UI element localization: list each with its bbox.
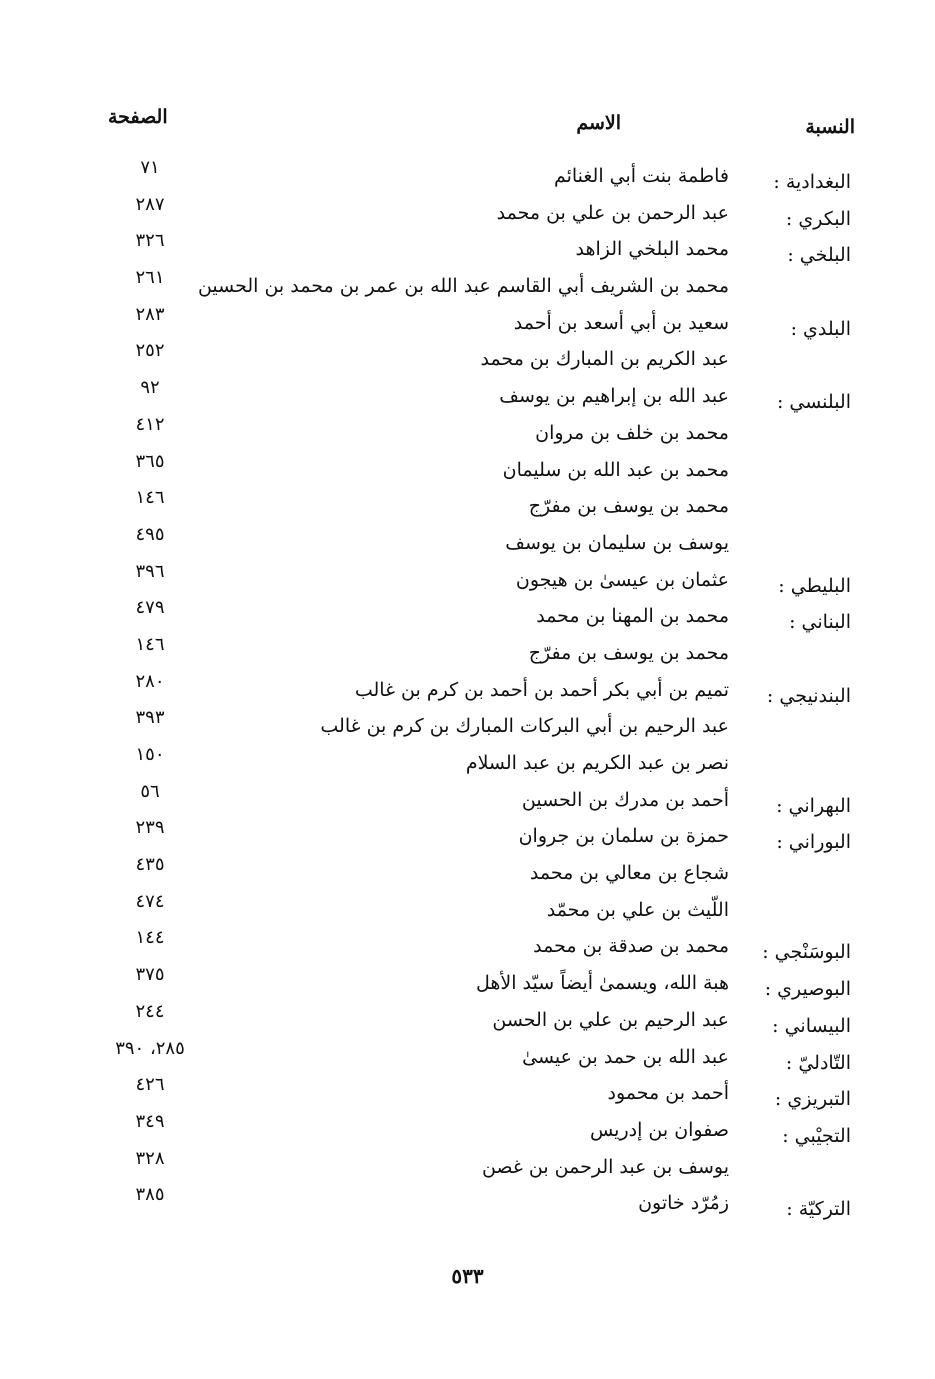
row-page: ٩٢ bbox=[140, 377, 160, 399]
row-name: عثمان بن عيسىٰ بن هيجون bbox=[515, 568, 729, 591]
row-page: ١٤٤ bbox=[135, 927, 165, 949]
row-page: ٣٩٣ bbox=[135, 707, 165, 729]
row-page: ١٤٦ bbox=[135, 487, 165, 509]
row-name: حمزة بن سلمان بن جروان bbox=[518, 825, 729, 848]
row-page: ٣٨٥ bbox=[135, 1184, 165, 1206]
row-page: ٣٦٥ bbox=[135, 450, 165, 472]
header-name: الاسم bbox=[576, 112, 621, 134]
row-nisba: البوصيري : bbox=[764, 978, 851, 1001]
row-page: ٤٢٦ bbox=[135, 1074, 165, 1096]
row-page: ١٤٦ bbox=[135, 633, 165, 655]
row-page: ٤١٢ bbox=[135, 413, 165, 435]
header-nisba: النسبة bbox=[805, 116, 855, 138]
row-name: يوسف بن عبد الرحمن بن غصن bbox=[481, 1155, 729, 1178]
row-page: ٤٧٤ bbox=[135, 890, 165, 912]
row-name: صفوان بن إدريس bbox=[589, 1118, 729, 1141]
row-page: ٢٨٣ bbox=[135, 303, 165, 325]
row-name: عبد الله بن إبراهيم بن يوسف bbox=[499, 385, 729, 408]
row-page: ٢٤٤ bbox=[135, 1000, 165, 1022]
row-page: ٥٦ bbox=[140, 780, 160, 802]
row-name: محمد البلخي الزاهد bbox=[575, 238, 729, 261]
row-page: ٣٩٦ bbox=[135, 560, 165, 582]
row-nisba: التّادليّ : bbox=[785, 1051, 851, 1074]
row-page: ٢٦١ bbox=[135, 267, 165, 289]
row-nisba: البناني : bbox=[789, 611, 851, 634]
row-name: عبد الكريم بن المبارك بن محمد bbox=[480, 348, 729, 371]
row-name: أحمد بن مدرك بن الحسين bbox=[521, 788, 729, 811]
row-name: شجاع بن معالي بن محمد bbox=[529, 862, 729, 885]
row-page: ٢٥٢ bbox=[135, 340, 165, 362]
row-nisba: البليطي : bbox=[778, 574, 851, 597]
row-nisba: البندنيجي : bbox=[766, 684, 851, 707]
row-nisba: البوراني : bbox=[776, 831, 851, 854]
row-name: عبد الرحمن بن علي بن محمد bbox=[496, 201, 729, 224]
row-nisba: البلنسي : bbox=[776, 391, 851, 414]
row-name: هبة الله، ويسمىٰ أيضاً سيّد الأهل bbox=[475, 972, 729, 995]
row-name: محمد بن المهنا بن محمد bbox=[536, 605, 729, 628]
row-name: أحمد بن محمود bbox=[607, 1082, 729, 1105]
page-number: ٥٣٣ bbox=[451, 1264, 484, 1288]
row-name: محمد بن الشريف أبي القاسم عبد الله بن عمر بن محمد بن الحسين bbox=[197, 275, 729, 298]
table-row bbox=[0, 1184, 935, 1229]
row-page: ٢٨٥، ٣٩٠ bbox=[115, 1037, 185, 1059]
row-page: ٢٣٩ bbox=[135, 817, 165, 839]
header-page: الصفحة bbox=[108, 106, 168, 128]
row-nisba: البلدي : bbox=[790, 317, 851, 340]
row-page: ٣٧٥ bbox=[135, 964, 165, 986]
row-name: تميم بن أبي بكر أحمد بن أحمد بن كرم بن غالب bbox=[354, 678, 729, 701]
row-name: زمُرّد خاتون bbox=[638, 1192, 729, 1215]
row-name: محمد بن صدقة بن محمد bbox=[533, 935, 729, 958]
row-nisba: البغدادية : bbox=[773, 171, 851, 193]
row-name: محمد بن يوسف بن مفرّج bbox=[528, 641, 729, 664]
row-name: نصر بن عبد الكريم بن عبد السلام bbox=[465, 752, 729, 774]
row-page: ٤٩٥ bbox=[135, 523, 165, 545]
index-table bbox=[0, 157, 935, 1229]
row-nisba: البوسَنْجي : bbox=[762, 941, 851, 964]
row-page: ١٥٠ bbox=[135, 744, 165, 765]
row-page: ٤٣٥ bbox=[135, 854, 165, 876]
row-nisba: التركيّة : bbox=[786, 1198, 851, 1221]
row-nisba: البكري : bbox=[785, 207, 851, 230]
row-nisba: البيساني : bbox=[772, 1014, 851, 1037]
row-name: يوسف بن سليمان بن يوسف bbox=[505, 531, 729, 554]
row-name: محمد بن عبد الله بن سليمان bbox=[502, 458, 729, 481]
row-name: محمد بن خلف بن مروان bbox=[535, 421, 729, 444]
row-name: عبد الله بن حمد بن عيسىٰ bbox=[522, 1045, 729, 1068]
row-page: ٤٧٩ bbox=[135, 597, 165, 619]
row-page: ٧١ bbox=[140, 157, 160, 178]
row-name: اللّيث بن علي بن محمّد bbox=[546, 898, 729, 921]
row-nisba: التبريزي : bbox=[774, 1088, 851, 1111]
row-page: ٢٨٠ bbox=[135, 670, 165, 692]
row-nisba: البهراني : bbox=[776, 794, 851, 817]
table-header bbox=[0, 106, 935, 146]
row-name: عبد الرحيم بن أبي البركات المبارك بن كرم بن غالب bbox=[320, 715, 729, 738]
row-page: ٢٨٧ bbox=[135, 193, 165, 215]
row-name: فاطمة بنت أبي الغنائم bbox=[553, 165, 729, 187]
row-page: ٣٢٦ bbox=[135, 230, 165, 252]
row-name: سعيد بن أبي أسعد بن أحمد bbox=[513, 311, 729, 334]
row-name: عبد الرحيم بن علي بن الحسن bbox=[492, 1008, 729, 1031]
row-name: محمد بن يوسف بن مفرّج bbox=[528, 495, 729, 518]
row-nisba: التجيْبي : bbox=[782, 1124, 851, 1147]
row-page: ٣٤٩ bbox=[135, 1110, 165, 1132]
row-nisba: البلخي : bbox=[787, 244, 851, 267]
row-page: ٣٢٨ bbox=[135, 1147, 165, 1169]
